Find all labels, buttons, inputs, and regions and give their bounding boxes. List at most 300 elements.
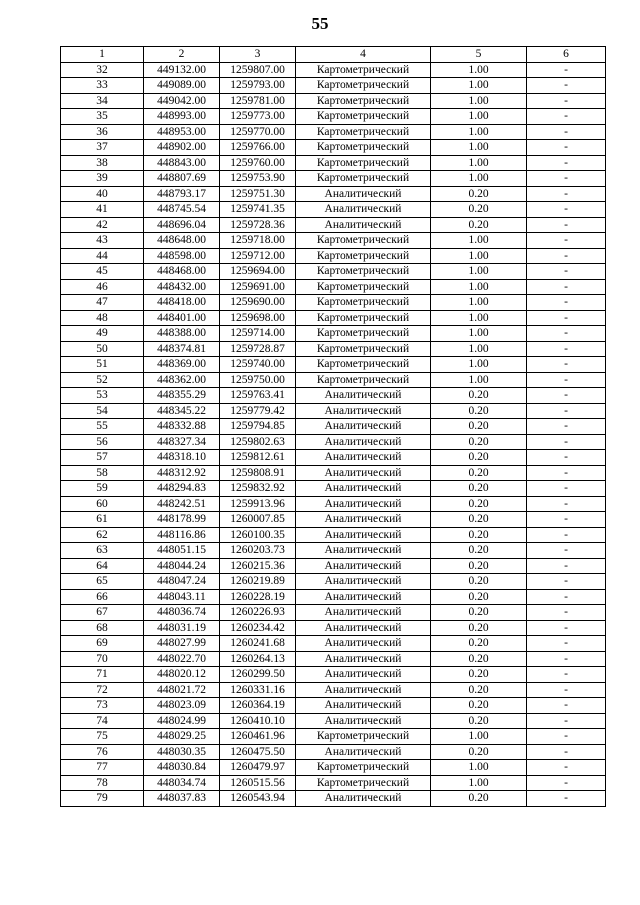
method-cell: Картометрический <box>296 109 431 125</box>
method-cell: Аналитический <box>296 202 431 218</box>
precision-cell: 0.20 <box>431 791 527 807</box>
method-cell: Аналитический <box>296 217 431 233</box>
precision-cell: 1.00 <box>431 264 527 280</box>
table-row <box>61 589 606 605</box>
method-cell: Аналитический <box>296 574 431 590</box>
y-coordinate-cell: 1259807.00 <box>220 62 296 78</box>
point-number-cell: 39 <box>61 171 144 187</box>
note-cell: - <box>527 527 606 543</box>
precision-cell: 0.20 <box>431 636 527 652</box>
point-number-cell: 71 <box>61 667 144 683</box>
precision-cell: 1.00 <box>431 140 527 156</box>
note-cell: - <box>527 434 606 450</box>
x-coordinate-cell: 448369.00 <box>144 357 220 373</box>
table-row <box>61 78 606 94</box>
precision-cell: 0.20 <box>431 527 527 543</box>
precision-cell: 1.00 <box>431 62 527 78</box>
x-coordinate-cell: 448432.00 <box>144 279 220 295</box>
y-coordinate-cell: 1259728.87 <box>220 341 296 357</box>
y-coordinate-cell: 1260241.68 <box>220 636 296 652</box>
precision-cell: 0.20 <box>431 217 527 233</box>
y-coordinate-cell: 1259763.41 <box>220 388 296 404</box>
point-number-cell: 52 <box>61 372 144 388</box>
table-row <box>61 527 606 543</box>
column-header: 3 <box>220 47 296 63</box>
x-coordinate-cell: 448030.84 <box>144 760 220 776</box>
point-number-cell: 70 <box>61 651 144 667</box>
x-coordinate-cell: 448418.00 <box>144 295 220 311</box>
precision-cell: 0.20 <box>431 558 527 574</box>
method-cell: Аналитический <box>296 682 431 698</box>
precision-cell: 1.00 <box>431 760 527 776</box>
point-number-cell: 55 <box>61 419 144 435</box>
table-row <box>61 760 606 776</box>
table-row <box>61 326 606 342</box>
y-coordinate-cell: 1260475.50 <box>220 744 296 760</box>
y-coordinate-cell: 1259779.42 <box>220 403 296 419</box>
point-number-cell: 38 <box>61 155 144 171</box>
x-coordinate-cell: 448034.74 <box>144 775 220 791</box>
precision-cell: 0.20 <box>431 574 527 590</box>
x-coordinate-cell: 448327.34 <box>144 434 220 450</box>
y-coordinate-cell: 1259753.90 <box>220 171 296 187</box>
precision-cell: 1.00 <box>431 341 527 357</box>
y-coordinate-cell: 1260331.16 <box>220 682 296 698</box>
precision-cell: 0.20 <box>431 698 527 714</box>
method-cell: Картометрический <box>296 62 431 78</box>
x-coordinate-cell: 448023.09 <box>144 698 220 714</box>
y-coordinate-cell: 1259794.85 <box>220 419 296 435</box>
x-coordinate-cell: 448362.00 <box>144 372 220 388</box>
x-coordinate-cell: 448047.24 <box>144 574 220 590</box>
note-cell: - <box>527 109 606 125</box>
y-coordinate-cell: 1260299.50 <box>220 667 296 683</box>
note-cell: - <box>527 403 606 419</box>
point-number-cell: 54 <box>61 403 144 419</box>
point-number-cell: 73 <box>61 698 144 714</box>
note-cell: - <box>527 465 606 481</box>
x-coordinate-cell: 448374.81 <box>144 341 220 357</box>
y-coordinate-cell: 1260515.56 <box>220 775 296 791</box>
y-coordinate-cell: 1259808.91 <box>220 465 296 481</box>
y-coordinate-cell: 1260226.93 <box>220 605 296 621</box>
method-cell: Аналитический <box>296 543 431 559</box>
table-row <box>61 248 606 264</box>
method-cell: Аналитический <box>296 186 431 202</box>
method-cell: Картометрический <box>296 248 431 264</box>
table-row <box>61 620 606 636</box>
x-coordinate-cell: 448902.00 <box>144 140 220 156</box>
table-row <box>61 667 606 683</box>
note-cell: - <box>527 264 606 280</box>
note-cell: - <box>527 496 606 512</box>
y-coordinate-cell: 1259781.00 <box>220 93 296 109</box>
x-coordinate-cell: 448294.83 <box>144 481 220 497</box>
x-coordinate-cell: 448242.51 <box>144 496 220 512</box>
note-cell: - <box>527 574 606 590</box>
precision-cell: 1.00 <box>431 279 527 295</box>
method-cell: Аналитический <box>296 667 431 683</box>
y-coordinate-cell: 1259751.30 <box>220 186 296 202</box>
method-cell: Аналитический <box>296 419 431 435</box>
method-cell: Аналитический <box>296 605 431 621</box>
y-coordinate-cell: 1259690.00 <box>220 295 296 311</box>
x-coordinate-cell: 449132.00 <box>144 62 220 78</box>
table-row <box>61 512 606 528</box>
table-row <box>61 388 606 404</box>
point-number-cell: 42 <box>61 217 144 233</box>
table-row <box>61 403 606 419</box>
table-row <box>61 682 606 698</box>
note-cell: - <box>527 171 606 187</box>
table-row <box>61 744 606 760</box>
note-cell: - <box>527 791 606 807</box>
note-cell: - <box>527 78 606 94</box>
method-cell: Аналитический <box>296 512 431 528</box>
method-cell: Аналитический <box>296 589 431 605</box>
y-coordinate-cell: 1259694.00 <box>220 264 296 280</box>
note-cell: - <box>527 651 606 667</box>
note-cell: - <box>527 186 606 202</box>
table-row <box>61 791 606 807</box>
precision-cell: 1.00 <box>431 729 527 745</box>
table-row <box>61 295 606 311</box>
note-cell: - <box>527 713 606 729</box>
y-coordinate-cell: 1260234.42 <box>220 620 296 636</box>
method-cell: Картометрический <box>296 78 431 94</box>
note-cell: - <box>527 558 606 574</box>
coordinates-table <box>60 46 606 807</box>
note-cell: - <box>527 341 606 357</box>
precision-cell: 0.20 <box>431 744 527 760</box>
method-cell: Аналитический <box>296 791 431 807</box>
precision-cell: 1.00 <box>431 372 527 388</box>
point-number-cell: 57 <box>61 450 144 466</box>
point-number-cell: 62 <box>61 527 144 543</box>
x-coordinate-cell: 448355.29 <box>144 388 220 404</box>
point-number-cell: 68 <box>61 620 144 636</box>
note-cell: - <box>527 450 606 466</box>
y-coordinate-cell: 1260410.10 <box>220 713 296 729</box>
method-cell: Картометрический <box>296 264 431 280</box>
note-cell: - <box>527 682 606 698</box>
table-row <box>61 264 606 280</box>
table-row <box>61 543 606 559</box>
point-number-cell: 49 <box>61 326 144 342</box>
point-number-cell: 63 <box>61 543 144 559</box>
method-cell: Аналитический <box>296 527 431 543</box>
point-number-cell: 48 <box>61 310 144 326</box>
point-number-cell: 66 <box>61 589 144 605</box>
table-row <box>61 124 606 140</box>
table-header-row <box>61 47 606 63</box>
y-coordinate-cell: 1259714.00 <box>220 326 296 342</box>
y-coordinate-cell: 1259750.00 <box>220 372 296 388</box>
table-row <box>61 171 606 187</box>
point-number-cell: 67 <box>61 605 144 621</box>
table-row <box>61 155 606 171</box>
y-coordinate-cell: 1259793.00 <box>220 78 296 94</box>
x-coordinate-cell: 448401.00 <box>144 310 220 326</box>
method-cell: Аналитический <box>296 698 431 714</box>
method-cell: Картометрический <box>296 93 431 109</box>
point-number-cell: 65 <box>61 574 144 590</box>
x-coordinate-cell: 448807.69 <box>144 171 220 187</box>
note-cell: - <box>527 512 606 528</box>
x-coordinate-cell: 448745.54 <box>144 202 220 218</box>
method-cell: Аналитический <box>296 481 431 497</box>
precision-cell: 1.00 <box>431 124 527 140</box>
point-number-cell: 33 <box>61 78 144 94</box>
precision-cell: 0.20 <box>431 543 527 559</box>
y-coordinate-cell: 1260364.19 <box>220 698 296 714</box>
precision-cell: 1.00 <box>431 248 527 264</box>
point-number-cell: 69 <box>61 636 144 652</box>
method-cell: Аналитический <box>296 744 431 760</box>
table-row <box>61 636 606 652</box>
column-header: 5 <box>431 47 527 63</box>
y-coordinate-cell: 1259760.00 <box>220 155 296 171</box>
column-header: 2 <box>144 47 220 63</box>
point-number-cell: 47 <box>61 295 144 311</box>
point-number-cell: 40 <box>61 186 144 202</box>
point-number-cell: 53 <box>61 388 144 404</box>
note-cell: - <box>527 589 606 605</box>
precision-cell: 1.00 <box>431 93 527 109</box>
precision-cell: 0.20 <box>431 450 527 466</box>
x-coordinate-cell: 448318.10 <box>144 450 220 466</box>
note-cell: - <box>527 310 606 326</box>
x-coordinate-cell: 448843.00 <box>144 155 220 171</box>
table-row <box>61 310 606 326</box>
table-row <box>61 341 606 357</box>
point-number-cell: 75 <box>61 729 144 745</box>
precision-cell: 0.20 <box>431 465 527 481</box>
table-row <box>61 140 606 156</box>
x-coordinate-cell: 449042.00 <box>144 93 220 109</box>
method-cell: Картометрический <box>296 155 431 171</box>
point-number-cell: 58 <box>61 465 144 481</box>
x-coordinate-cell: 449089.00 <box>144 78 220 94</box>
note-cell: - <box>527 93 606 109</box>
precision-cell: 1.00 <box>431 326 527 342</box>
y-coordinate-cell: 1259812.61 <box>220 450 296 466</box>
table-row <box>61 186 606 202</box>
method-cell: Картометрический <box>296 372 431 388</box>
method-cell: Картометрический <box>296 775 431 791</box>
x-coordinate-cell: 448178.99 <box>144 512 220 528</box>
x-coordinate-cell: 448598.00 <box>144 248 220 264</box>
x-coordinate-cell: 448037.83 <box>144 791 220 807</box>
precision-cell: 0.20 <box>431 589 527 605</box>
precision-cell: 1.00 <box>431 295 527 311</box>
x-coordinate-cell: 448648.00 <box>144 233 220 249</box>
table-row <box>61 775 606 791</box>
table-row <box>61 372 606 388</box>
table-row <box>61 357 606 373</box>
table-row <box>61 93 606 109</box>
point-number-cell: 51 <box>61 357 144 373</box>
method-cell: Картометрический <box>296 295 431 311</box>
table-row <box>61 279 606 295</box>
x-coordinate-cell: 448312.92 <box>144 465 220 481</box>
note-cell: - <box>527 248 606 264</box>
point-number-cell: 44 <box>61 248 144 264</box>
y-coordinate-cell: 1260543.94 <box>220 791 296 807</box>
x-coordinate-cell: 448022.70 <box>144 651 220 667</box>
x-coordinate-cell: 448027.99 <box>144 636 220 652</box>
point-number-cell: 74 <box>61 713 144 729</box>
precision-cell: 0.20 <box>431 667 527 683</box>
y-coordinate-cell: 1259718.00 <box>220 233 296 249</box>
precision-cell: 0.20 <box>431 682 527 698</box>
precision-cell: 0.20 <box>431 419 527 435</box>
table-row <box>61 605 606 621</box>
precision-cell: 0.20 <box>431 403 527 419</box>
table-row <box>61 651 606 667</box>
method-cell: Аналитический <box>296 620 431 636</box>
note-cell: - <box>527 295 606 311</box>
note-cell: - <box>527 357 606 373</box>
point-number-cell: 37 <box>61 140 144 156</box>
note-cell: - <box>527 775 606 791</box>
note-cell: - <box>527 279 606 295</box>
y-coordinate-cell: 1260461.96 <box>220 729 296 745</box>
table-row <box>61 202 606 218</box>
point-number-cell: 36 <box>61 124 144 140</box>
y-coordinate-cell: 1260007.85 <box>220 512 296 528</box>
y-coordinate-cell: 1259913.96 <box>220 496 296 512</box>
precision-cell: 1.00 <box>431 109 527 125</box>
x-coordinate-cell: 448036.74 <box>144 605 220 621</box>
x-coordinate-cell: 448021.72 <box>144 682 220 698</box>
table-body <box>61 62 606 806</box>
note-cell: - <box>527 124 606 140</box>
table-row <box>61 109 606 125</box>
x-coordinate-cell: 448043.11 <box>144 589 220 605</box>
method-cell: Аналитический <box>296 403 431 419</box>
y-coordinate-cell: 1259728.36 <box>220 217 296 233</box>
x-coordinate-cell: 448051.15 <box>144 543 220 559</box>
precision-cell: 0.20 <box>431 186 527 202</box>
x-coordinate-cell: 448388.00 <box>144 326 220 342</box>
x-coordinate-cell: 448468.00 <box>144 264 220 280</box>
table-row <box>61 713 606 729</box>
precision-cell: 0.20 <box>431 202 527 218</box>
y-coordinate-cell: 1260479.97 <box>220 760 296 776</box>
y-coordinate-cell: 1259698.00 <box>220 310 296 326</box>
method-cell: Аналитический <box>296 713 431 729</box>
precision-cell: 1.00 <box>431 155 527 171</box>
point-number-cell: 78 <box>61 775 144 791</box>
method-cell: Картометрический <box>296 310 431 326</box>
page-number: 55 <box>311 14 329 33</box>
note-cell: - <box>527 326 606 342</box>
note-cell: - <box>527 698 606 714</box>
point-number-cell: 50 <box>61 341 144 357</box>
y-coordinate-cell: 1259766.00 <box>220 140 296 156</box>
y-coordinate-cell: 1259741.35 <box>220 202 296 218</box>
table-row <box>61 465 606 481</box>
column-header: 4 <box>296 47 431 63</box>
precision-cell: 1.00 <box>431 233 527 249</box>
precision-cell: 0.20 <box>431 481 527 497</box>
method-cell: Аналитический <box>296 651 431 667</box>
point-number-cell: 43 <box>61 233 144 249</box>
point-number-cell: 41 <box>61 202 144 218</box>
precision-cell: 1.00 <box>431 357 527 373</box>
point-number-cell: 56 <box>61 434 144 450</box>
precision-cell: 1.00 <box>431 171 527 187</box>
point-number-cell: 59 <box>61 481 144 497</box>
method-cell: Картометрический <box>296 124 431 140</box>
x-coordinate-cell: 448029.25 <box>144 729 220 745</box>
method-cell: Картометрический <box>296 357 431 373</box>
precision-cell: 0.20 <box>431 496 527 512</box>
point-number-cell: 32 <box>61 62 144 78</box>
method-cell: Картометрический <box>296 140 431 156</box>
table-row <box>61 450 606 466</box>
note-cell: - <box>527 62 606 78</box>
point-number-cell: 61 <box>61 512 144 528</box>
x-coordinate-cell: 448030.35 <box>144 744 220 760</box>
y-coordinate-cell: 1260215.36 <box>220 558 296 574</box>
method-cell: Картометрический <box>296 729 431 745</box>
table-row <box>61 698 606 714</box>
method-cell: Картометрический <box>296 279 431 295</box>
x-coordinate-cell: 448332.88 <box>144 419 220 435</box>
note-cell: - <box>527 605 606 621</box>
note-cell: - <box>527 202 606 218</box>
y-coordinate-cell: 1260203.73 <box>220 543 296 559</box>
point-number-cell: 76 <box>61 744 144 760</box>
precision-cell: 0.20 <box>431 512 527 528</box>
y-coordinate-cell: 1259832.92 <box>220 481 296 497</box>
method-cell: Аналитический <box>296 450 431 466</box>
point-number-cell: 79 <box>61 791 144 807</box>
note-cell: - <box>527 636 606 652</box>
x-coordinate-cell: 448020.12 <box>144 667 220 683</box>
note-cell: - <box>527 155 606 171</box>
note-cell: - <box>527 744 606 760</box>
y-coordinate-cell: 1260264.13 <box>220 651 296 667</box>
point-number-cell: 60 <box>61 496 144 512</box>
method-cell: Аналитический <box>296 496 431 512</box>
precision-cell: 0.20 <box>431 605 527 621</box>
method-cell: Картометрический <box>296 760 431 776</box>
precision-cell: 0.20 <box>431 388 527 404</box>
note-cell: - <box>527 388 606 404</box>
note-cell: - <box>527 729 606 745</box>
note-cell: - <box>527 372 606 388</box>
method-cell: Картометрический <box>296 341 431 357</box>
method-cell: Аналитический <box>296 636 431 652</box>
column-header: 6 <box>527 47 606 63</box>
table-row <box>61 496 606 512</box>
x-coordinate-cell: 448345.22 <box>144 403 220 419</box>
y-coordinate-cell: 1260100.35 <box>220 527 296 543</box>
note-cell: - <box>527 233 606 249</box>
note-cell: - <box>527 620 606 636</box>
point-number-cell: 64 <box>61 558 144 574</box>
note-cell: - <box>527 543 606 559</box>
x-coordinate-cell: 448044.24 <box>144 558 220 574</box>
precision-cell: 1.00 <box>431 775 527 791</box>
point-number-cell: 45 <box>61 264 144 280</box>
y-coordinate-cell: 1259770.00 <box>220 124 296 140</box>
x-coordinate-cell: 448024.99 <box>144 713 220 729</box>
y-coordinate-cell: 1259691.00 <box>220 279 296 295</box>
